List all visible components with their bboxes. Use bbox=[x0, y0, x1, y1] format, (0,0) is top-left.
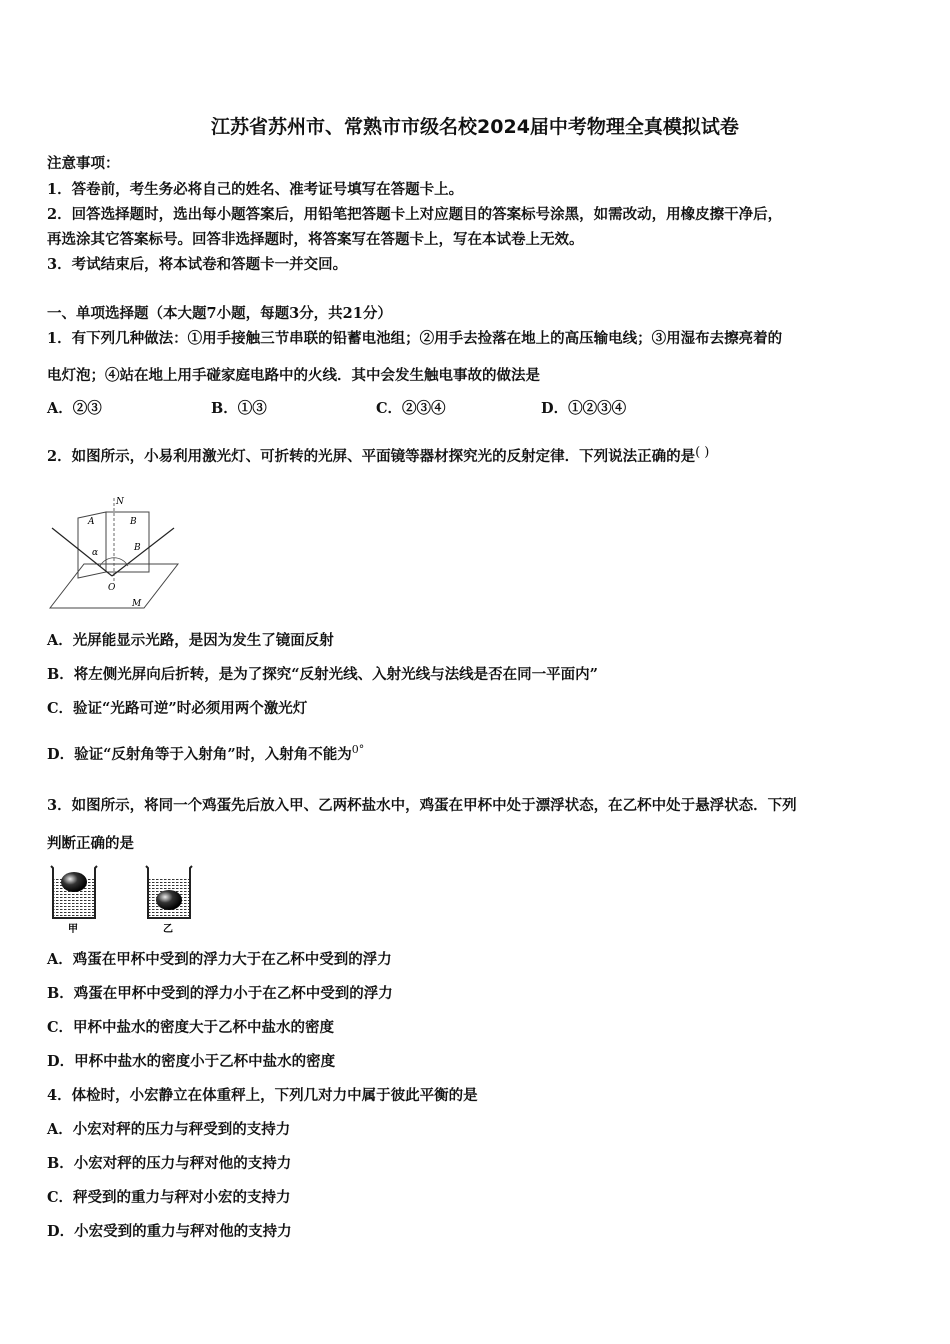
fig-label-a: A bbox=[88, 517, 95, 527]
q1-option-b: B．①③ bbox=[211, 400, 267, 417]
q3-stem-line2: 判断正确的是 bbox=[47, 835, 134, 852]
q3-option-c: C．甲杯中盐水的密度大于乙杯中盐水的密度 bbox=[47, 1019, 335, 1036]
section-heading: 一、单项选择题（本大题7小题，每题3分，共21分） bbox=[47, 305, 392, 322]
notice-item: 3．考试结束后，将本试卷和答题卡一并交回。 bbox=[47, 256, 348, 273]
notice-item: 再选涂其它答案标号。回答非选择题时，将答案写在答题卡上，写在本试卷上无效。 bbox=[47, 231, 584, 248]
q2-option-a: A．光屏能显示光路，是因为发生了镜面反射 bbox=[47, 632, 334, 649]
notice-item: 1．答卷前，考生务必将自己的姓名、准考证号填写在答题卡上。 bbox=[47, 181, 464, 198]
q4-option-b: B．小宏对秤的压力与秤对他的支持力 bbox=[47, 1155, 292, 1172]
q4-stem: 4．体检时，小宏静立在体重秤上，下列几对力中属于彼此平衡的是 bbox=[47, 1087, 478, 1104]
q2-option-c: C．验证“光路可逆”时必须用两个激光灯 bbox=[47, 700, 308, 717]
beaker-yi bbox=[146, 866, 192, 935]
q3-option-a: A．鸡蛋在甲杯中受到的浮力大于在乙杯中受到的浮力 bbox=[47, 951, 392, 968]
q4-option-c: C．秤受到的重力与秤对小宏的支持力 bbox=[47, 1189, 291, 1206]
q2-option-b: B．将左侧光屏向后折转，是为了探究“反射光线、入射光线与法线是否在同一平面内” bbox=[47, 666, 598, 683]
q4-option-a: A．小宏对秤的压力与秤受到的支持力 bbox=[47, 1121, 291, 1138]
q1-option-d: D．①②③④ bbox=[541, 400, 627, 417]
q3-stem-line1: 3．如图所示，将同一个鸡蛋先后放入甲、乙两杯盐水中，鸡蛋在甲杯中处于漂浮状态，在乙杯中处于悬浮状态．下列 bbox=[47, 797, 797, 814]
notice-item: 2．回答选择题时，选出每小题答案后，用铅笔把答题卡上对应题目的答案标号涂黑，如需改动，用橡皮擦干净后， bbox=[47, 206, 783, 223]
beakers-figure bbox=[44, 860, 204, 936]
page-title: 江苏省苏州市、常熟市市级名校2024届中考物理全真模拟试卷 bbox=[211, 116, 739, 138]
fig-label-n: N bbox=[116, 497, 124, 507]
beaker-label-jia: 甲 bbox=[68, 924, 78, 935]
fig-label-m: M bbox=[132, 599, 142, 609]
egg-suspended bbox=[156, 890, 182, 910]
beaker-label-yi: 乙 bbox=[163, 924, 173, 935]
beaker-jia bbox=[51, 866, 97, 935]
fig-label-alpha: α bbox=[92, 548, 99, 558]
q1-stem-line1: 1．有下列几种做法：①用手接触三节串联的铅蓄电池组；②用手去捡落在地上的高压输电线；③用湿布去擦亮着的 bbox=[47, 330, 783, 347]
q2-answer-paren: ( ) bbox=[695, 445, 710, 460]
fig-label-b: B bbox=[130, 517, 137, 527]
egg-floating bbox=[61, 872, 87, 892]
q3-option-d: D．甲杯中盐水的密度小于乙杯中盐水的密度 bbox=[47, 1053, 336, 1070]
reflection-experiment-figure bbox=[44, 490, 184, 615]
fig-label-b2: B bbox=[134, 543, 141, 553]
q4-option-d: D．小宏受到的重力与秤对他的支持力 bbox=[47, 1223, 292, 1240]
q2-option-d: D．验证“反射角等于入射角”时，入射角不能为$^{0^\circ}$ bbox=[47, 743, 365, 763]
q1-option-a: A．②③ bbox=[47, 400, 102, 417]
notice-heading: 注意事项： bbox=[47, 155, 120, 172]
q2-stem: 2．如图所示，小易利用激光灯、可折转的光屏、平面镜等器材探究光的反射定律．下列说法正确的是( ) bbox=[47, 445, 710, 465]
q1-option-c: C．②③④ bbox=[376, 400, 446, 417]
zero-degree-mark: 0° bbox=[351, 743, 365, 756]
q1-stem-line2: 电灯泡；④站在地上用手碰家庭电路中的火线．其中会发生触电事故的做法是 bbox=[47, 367, 540, 384]
fig-label-o: O bbox=[108, 583, 116, 593]
q3-option-b: B．鸡蛋在甲杯中受到的浮力小于在乙杯中受到的浮力 bbox=[47, 985, 393, 1002]
